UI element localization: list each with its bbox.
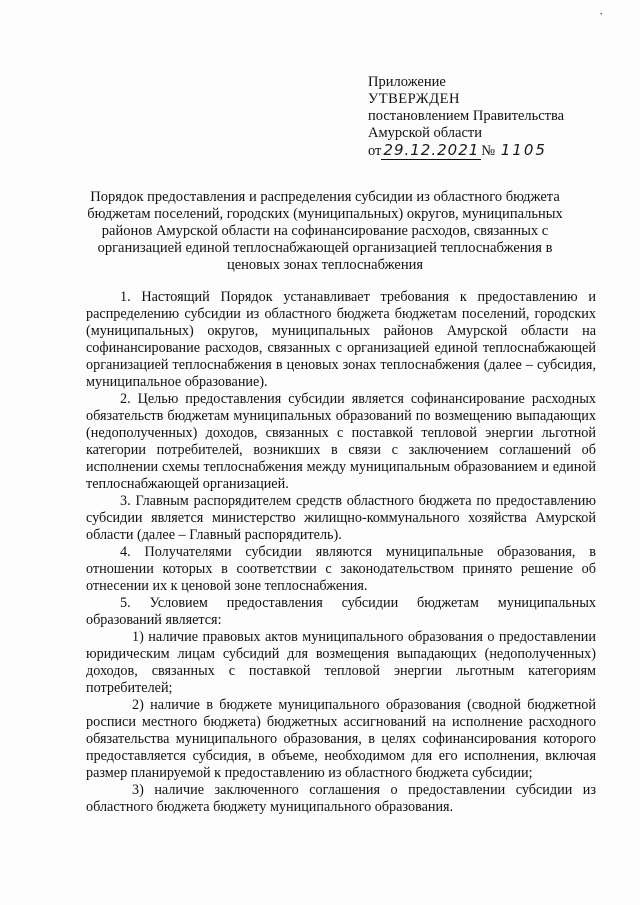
handwritten-number: 1105 (500, 141, 547, 159)
approval-line-approved: УТВЕРЖДЕН (368, 91, 460, 107)
paragraph-2: 2. Целью предоставления субсидии является софинансирование расходных обязательств бюджетам муниципальных образований по возмещению выпадающих (недополученных) доходов, связанных с поставкой тепловой энергии льготной категории потребителей, возникших в связи с заключением соглашений об исполнении схемы теплоснабжения между муниципальным образованием и единой теплоснабжающей организацией. (86, 391, 596, 492)
document-body (86, 289, 596, 816)
approval-date-line (368, 142, 564, 160)
approval-line-region: Амурской области (368, 125, 482, 141)
paragraph-4: 4. Получателями субсидии являются муниципальные образования, в отношении которых в соответствии с законодательством принято решение об отнесении их к ценовой зоне теплоснабжения. (86, 544, 596, 594)
number-label: № (481, 143, 496, 159)
subparagraph-3: 3) наличие заключенного соглашения о предоставлении субсидии из областного бюджета бюджету муниципального образования. (86, 782, 596, 815)
paragraph-1: 1. Настоящий Порядок устанавливает требования к предоставлению и распределению субсидии из областного бюджета бюджетам поселений, городских (муниципальных) округов, муниципальных районов Амурской области на софинансирование расходов, связанных с организацией единой теплоснабжающей организацией теплоснабжения в ценовых зонах теплоснабжения (далее – субсидия, муниципальное образование). (86, 289, 596, 390)
subparagraph-1: 1) наличие правовых актов муниципального образования о предоставлении юридическим лицам субсидий для возмещения выпадающих (недополученных) доходов, связанных с поставкой тепловой энергии льготным категориям потребителей; (86, 629, 596, 696)
corner-mark: ٠ (598, 6, 605, 20)
approval-line-resolution: постановлением Правительства (368, 108, 565, 124)
from-label: от (368, 143, 382, 159)
document-title: Порядок предоставления и распределения субсидии из областного бюджета бюджетам поселений, городских (муниципальных) округов, муниципальных районов Амурской области на софинансирование расходов, связанных с организацией единой теплоснабжающей организацией теплоснабжения в ценовых зонах теплоснабжения (87, 189, 563, 273)
handwritten-date: 29.12.2021 (383, 141, 480, 159)
paragraph-3: 3. Главным распорядителем средств областного бюджета по предоставлению субсидии является министерство жилищно-коммунального хозяйства Амурской области (далее – Главный распорядитель). (86, 493, 596, 543)
paragraph-5: 5. Условием предоставления субсидии бюджетам муниципальных образований является: (86, 595, 596, 628)
approval-block (368, 74, 564, 160)
approval-line-appendix: Приложение (368, 74, 446, 90)
subparagraph-2: 2) наличие в бюджете муниципального образования (сводной бюджетной росписи местного бюджета) бюджетных ассигнований на исполнение расходного обязательства муниципального образования, в целях софинансирования которого предоставляется субсидия, в объеме, необходимом для его исполнения, включая размер планируемой к предоставлению из областного бюджета субсидии; (86, 697, 596, 781)
